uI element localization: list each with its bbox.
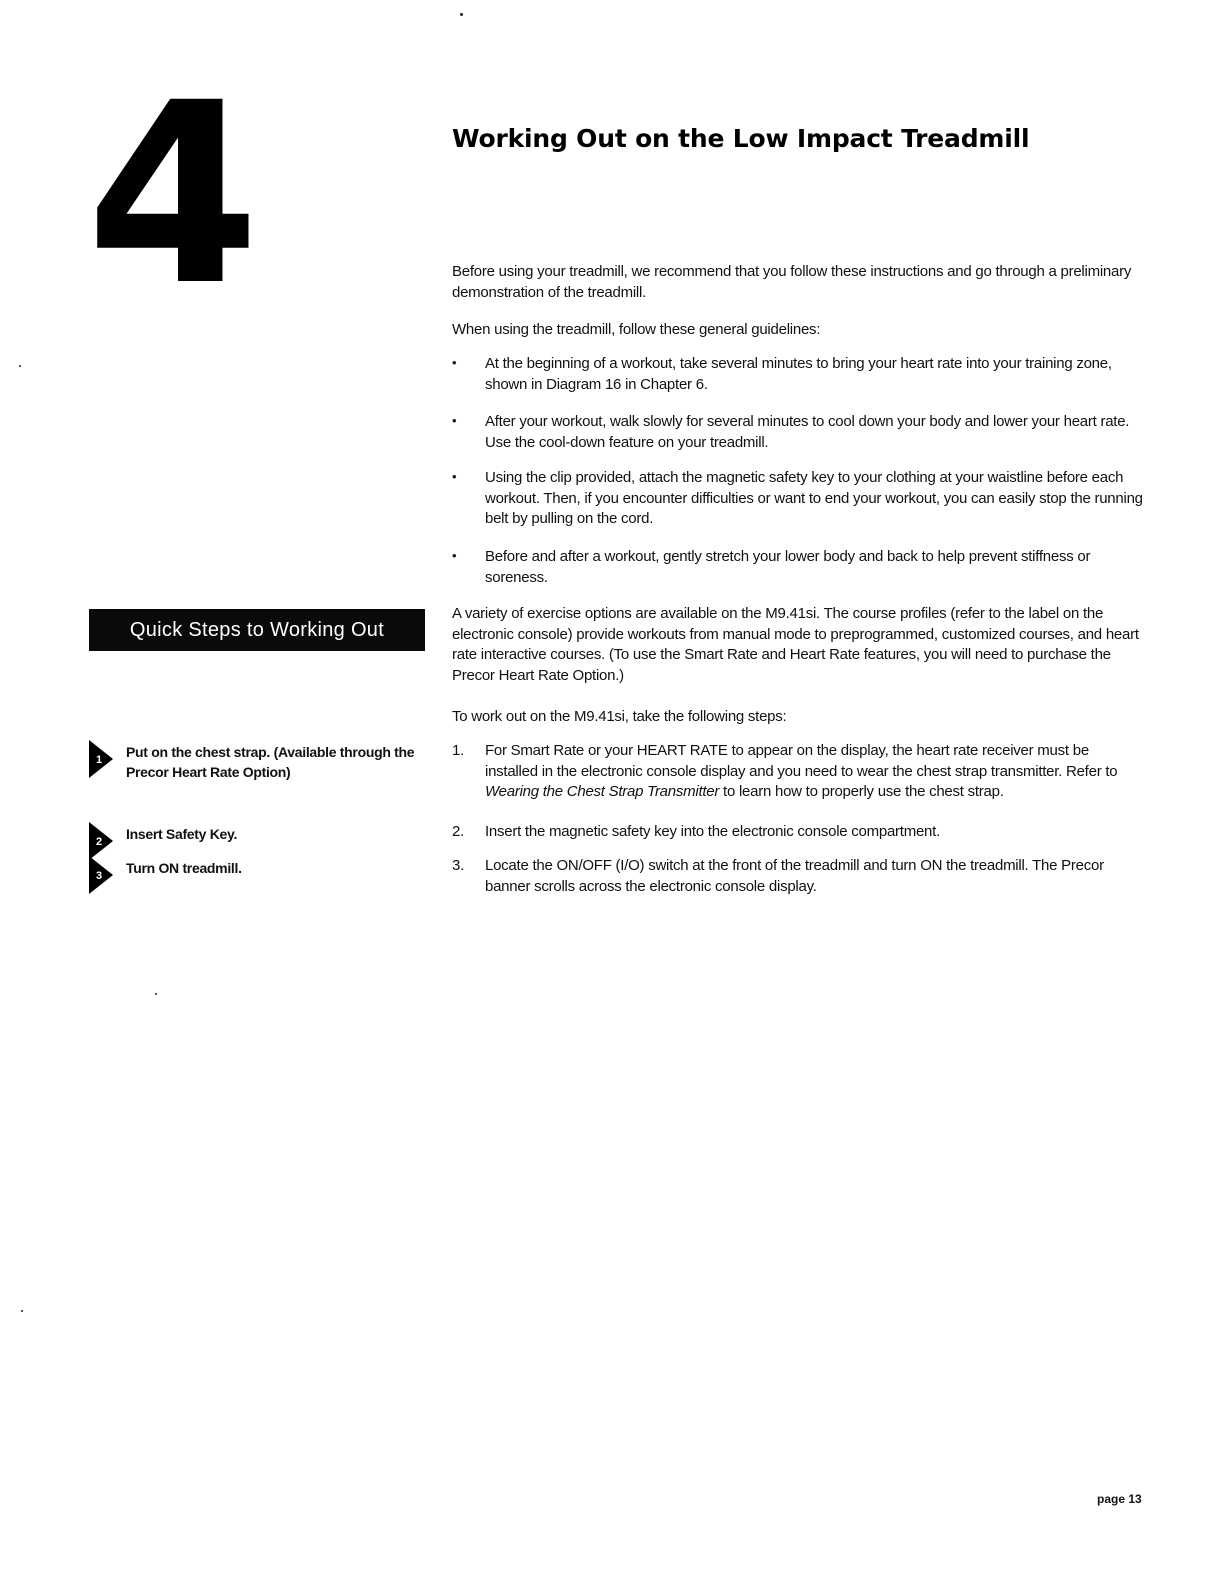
scan-speck <box>155 993 157 995</box>
steps-intro: To work out on the M9.41si, take the following steps: <box>452 708 787 725</box>
guideline-bullet <box>452 354 1144 395</box>
guideline-text: Using the clip provided, attach the magnetic safety key to your clothing at your waistline before each workout. Then, if you encounter difficulties or want to end your workout, you can easily stop the running belt by pulling on the cord. <box>485 469 1143 528</box>
quick-steps-heading <box>89 609 425 651</box>
quick-step <box>89 742 429 783</box>
step-number: 2. <box>452 823 465 840</box>
guideline-text: At the beginning of a workout, take several minutes to bring your heart rate into your training zone, shown in Diagram 16 in Chapter 6. <box>485 355 1112 393</box>
intro-paragraph: Before using your treadmill, we recommend that you follow these instructions and go through a preliminary demonstration of the treadmill. <box>452 263 1132 301</box>
numbered-step <box>452 741 1144 803</box>
numbered-step <box>452 856 1144 897</box>
chapter-number: 4 <box>86 49 260 340</box>
scan-speck <box>19 365 21 367</box>
page-number: page 13 <box>1097 1492 1142 1506</box>
bullet-icon: • <box>452 548 457 563</box>
step-text: Insert the magnetic safety key into the electronic console compartment. <box>485 823 940 840</box>
guideline-bullet <box>452 412 1144 453</box>
step-text <box>485 741 1144 803</box>
step-arrow-icon <box>89 740 113 778</box>
quick-step-number: 2 <box>96 836 102 848</box>
options-paragraph: A variety of exercise options are available on the M9.41si. The course profiles (refer to the label on the electronic console) provide workouts from manual mode to preprogrammed, customized courses, and heart rate interactive courses. (To use the Smart Rate and Heart Rate features, you will need to purchase the Precor Heart Rate Option.) <box>452 605 1139 685</box>
guideline-bullet <box>452 547 1144 588</box>
quick-step-text: Insert Safety Key. <box>126 826 238 842</box>
step-text-before: For Smart Rate or your HEART RATE to appear on the display, the heart rate receiver must be installed in the electronic console display and you need to wear the chest strap transmitter. Refer to <box>485 742 1118 780</box>
scan-speck <box>21 1310 23 1312</box>
quick-step <box>89 824 429 848</box>
quick-step-number: 3 <box>96 870 102 882</box>
quick-step <box>89 858 429 882</box>
quick-step-text: Put on the chest strap. (Available through the Precor Heart Rate Option) <box>126 744 415 781</box>
bullet-icon: • <box>452 469 457 484</box>
step-number: 3. <box>452 857 465 874</box>
quick-step-number: 1 <box>96 754 102 766</box>
step-text: Locate the ON/OFF (I/O) switch at the front of the treadmill and turn ON the treadmill. The Precor banner scrolls across the electronic console display. <box>485 857 1104 895</box>
guideline-bullet <box>452 468 1144 530</box>
guideline-text: After your workout, walk slowly for several minutes to cool down your body and lower your heart rate. Use the cool-down feature on your treadmill. <box>485 413 1130 451</box>
quick-step-text: Turn ON treadmill. <box>126 860 242 876</box>
numbered-step <box>452 822 1144 843</box>
quick-steps-heading-text: Quick Steps to Working Out <box>129 618 385 641</box>
step-text-reference: Wearing the Chest Strap Transmitter <box>485 783 720 801</box>
step-arrow-icon <box>89 822 113 860</box>
step-arrow-icon <box>89 856 113 894</box>
step-number: 1. <box>452 742 465 759</box>
guideline-text: Before and after a workout, gently stretch your lower body and back to help prevent stiffness or soreness. <box>485 548 1091 586</box>
bullet-icon: • <box>452 413 457 428</box>
chapter-title: Working Out on the Low Impact Treadmill <box>452 124 1030 153</box>
scan-speck <box>460 13 463 16</box>
guidelines-intro: When using the treadmill, follow these general guidelines: <box>452 321 821 338</box>
bullet-icon: • <box>452 355 457 370</box>
step-text-after: to learn how to properly use the chest strap. <box>719 783 1004 801</box>
